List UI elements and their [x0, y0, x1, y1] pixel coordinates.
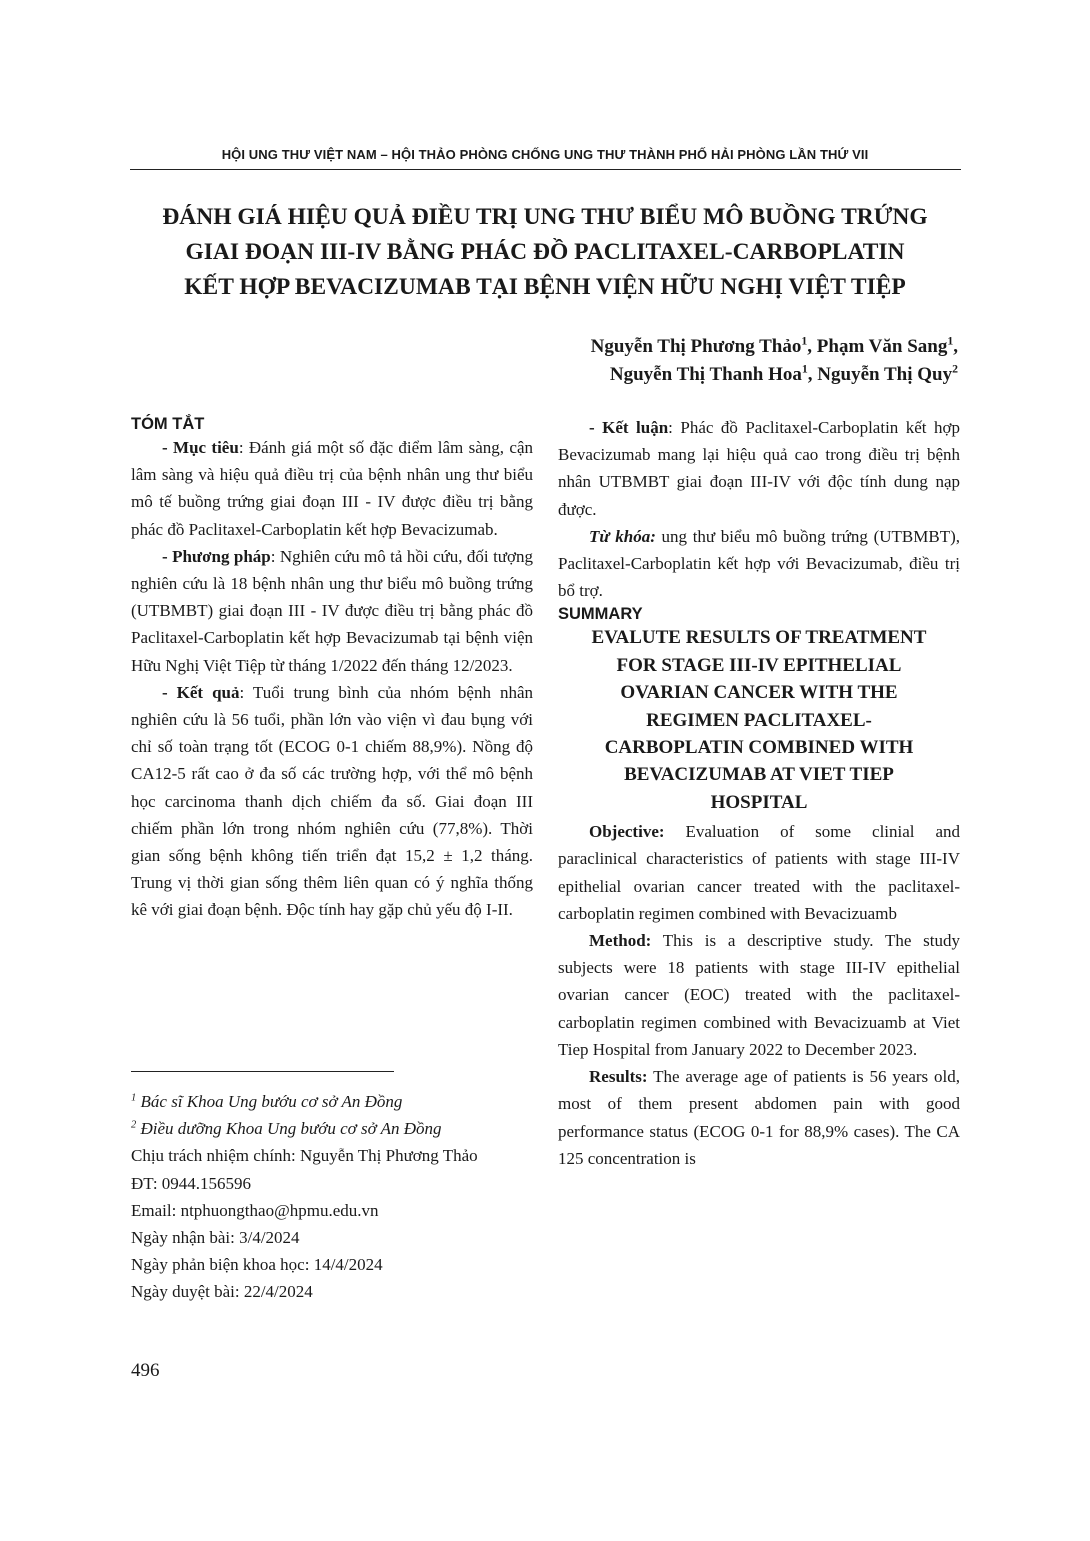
title-line: GIAI ĐOẠN III-IV BẰNG PHÁC ĐỒ PACLITAXEL-CARBOPLATIN: [185, 239, 905, 265]
en-objective-label: Objective:: [589, 822, 665, 842]
en-title-line: CARBOPLATIN COMBINED WITH: [604, 737, 914, 759]
vn-keywords-text: ung thư biểu mô buồng trứng (UTBMBT), Paclitaxel-Carboplatin kết hợp với Bevacizumab, điều trị bổ trợ.: [558, 526, 960, 601]
vn-method-text: : Nghiên cứu mô tả hồi cứu, đối tượng nghiên cứu là 18 bệnh nhân ung thư biểu mô buồng trứng (UTBMBT) giai đoạn III - IV được điều trị bằng phác đồ Paclitaxel-Carboplatin kết hợp Bevacizumab tại bệnh viện Hữu Nghị Việt Tiệp từ tháng 1/2022 đến tháng 12/2023.: [131, 546, 533, 675]
vn-results-paragraph: [131, 679, 533, 924]
vn-method-label: - Phương pháp: [162, 546, 271, 566]
author-affiliation-mark: 1: [801, 362, 808, 376]
vn-conclusion-label: - Kết luận: [589, 418, 669, 437]
en-title-line: BEVACIZUMAB AT VIET TIEP: [624, 764, 894, 786]
en-results-label: Results:: [589, 1067, 648, 1087]
vn-objective-text: : Đánh giá một số đặc điểm lâm sàng, cận lâm sàng và hiệu quả điều trị của bệnh nhân ung thư biểu mô tế buồng trứng giai đoạn III - IV được điều trị bằng phác đồ Paclitaxel-Carboplatin kết hợp Bevacizumab.: [131, 438, 533, 539]
header-divider: [130, 169, 961, 170]
article-title: [120, 200, 970, 305]
vn-results-text: : Tuổi trung bình của nhóm bệnh nhân nghiên cứu là 56 tuổi, phần lớn vào viện vì đau bụng với chỉ số toàn trạng tốt (ECOG 0-1 chiếm 88,9%). Nồng độ CA12-5 rất cao ở đa số các trường hợp, với thể mô bệnh học carcinoma thanh dịch chiếm đa số. Giai đoạn III chiếm phần lớn trong nhóm nghiên cứu (77,8%). Thời gian sống bệnh không tiến triển đạt 15,2 ± 1,2 tháng. Trung vị thời gian sống thêm liên quan có ý nghĩa thống kê với giai đoạn bệnh. Độc tính hay gặp chủ yếu độ I-II.: [131, 682, 533, 920]
vn-abstract-heading: TÓM TẮT: [131, 415, 205, 433]
corresponding-author: Chịu trách nhiệm chính: Nguyễn Thị Phương Thảo: [131, 1146, 478, 1166]
phone-number: ĐT: 0944.156596: [131, 1173, 252, 1193]
author-list: [591, 333, 958, 389]
en-results-paragraph: [558, 1063, 960, 1172]
author-affiliation-mark: 1: [947, 334, 954, 348]
vn-keywords-paragraph: [558, 523, 960, 605]
author-affiliation-mark: 2: [952, 362, 958, 376]
en-objective-text: Evaluation of some clinial and paraclinical characteristics of patients with stage III-IV epithelial ovarian cancer treated with the paclitaxel-carboplatin regimen combined with Bevacizuamb: [558, 822, 960, 923]
en-title-line: OVARIAN CANCER WITH THE: [620, 682, 898, 704]
footnote-text: Điều dưỡng Khoa Ung bướu cơ sở An Đồng: [136, 1119, 442, 1139]
email-address: Email: ntphuongthao@hpmu.edu.vn: [131, 1200, 379, 1220]
en-results-text: The average age of patients is 56 years old, most of them present abdomen pain with good performance status (ECOG 0-1 for 88,9% cases). The CA 125 concentration is: [558, 1067, 960, 1168]
en-title-line: REGIMEN PACLITAXEL-: [646, 709, 872, 731]
en-method-paragraph: [558, 927, 960, 1063]
date-reviewed: Ngày phản biện khoa học: 14/4/2024: [131, 1255, 383, 1275]
en-title-line: FOR STAGE III-IV EPITHELIAL: [616, 654, 902, 676]
footnote-mark: 1: [131, 1092, 137, 1104]
author-name: Nguyễn Thị Quy: [817, 364, 953, 385]
vn-conclusion-paragraph: [558, 414, 960, 523]
en-method-label: Method:: [589, 931, 652, 951]
date-received: Ngày nhận bài: 3/4/2024: [131, 1228, 300, 1248]
vn-conclusion-text: : Phác đồ Paclitaxel-Carboplatin kết hợp Bevacizumab mang lại hiệu quả cao trong điều trị bệnh nhân UTBMBT giai đoạn III-IV với độc tính dung nạp được.: [558, 418, 960, 519]
date-accepted: Ngày duyệt bài: 22/4/2024: [131, 1282, 313, 1302]
running-header: HỘI UNG THƯ VIỆT NAM – HỘI THẢO PHÒNG CHỐNG UNG THƯ THÀNH PHỐ HẢI PHÒNG LẦN THỨ VII: [221, 147, 869, 162]
en-title-line: HOSPITAL: [710, 791, 808, 813]
vn-keywords-label: Từ khóa:: [589, 526, 656, 546]
vn-method-paragraph: [131, 543, 533, 679]
author-line: [591, 333, 958, 361]
author-line: [591, 361, 958, 389]
en-title-line: EVALUTE RESULTS OF TREATMENT: [591, 627, 927, 649]
title-line: ĐÁNH GIÁ HIỆU QUẢ ĐIỀU TRỊ UNG THƯ BIỂU MÔ BUỒNG TRỨNG: [162, 204, 928, 230]
left-column: [131, 414, 533, 924]
author-separator: ,: [953, 336, 958, 357]
en-article-title: [558, 624, 960, 816]
author-separator: ,: [807, 336, 817, 357]
footnote-mark: 2: [131, 1119, 137, 1131]
vn-objective-paragraph: [131, 434, 533, 543]
footnote-affiliation-1: [131, 1088, 533, 1115]
en-objective-paragraph: [558, 818, 960, 927]
page-number: 496: [131, 1360, 160, 1381]
author-name: Nguyễn Thị Thanh Hoa: [609, 364, 802, 385]
vn-results-label: - Kết quả: [162, 682, 240, 702]
author-name: Nguyễn Thị Phương Thảo: [590, 336, 802, 357]
author-affiliation-mark: 1: [801, 334, 808, 348]
en-method-text: This is a descriptive study. The study subjects were 18 patients with stage III-IV epithelial ovarian cancer (EOC) treated with the paclitaxel-carboplatin regimen combined with Bevacizuamb at Viet Tiep Hospital from January 2022 to December 2023.: [558, 931, 960, 1059]
footnote-text: Bác sĩ Khoa Ung bướu cơ sở An Đồng: [136, 1092, 403, 1111]
vn-objective-label: - Mục tiêu: [162, 438, 239, 457]
title-line: KẾT HỢP BEVACIZUMAB TẠI BỆNH VIỆN HỮU NGHỊ VIỆT TIỆP: [184, 274, 906, 300]
author-separator: ,: [807, 364, 818, 385]
en-abstract-heading: SUMMARY: [558, 605, 643, 624]
author-name: Phạm Văn Sang: [816, 336, 948, 357]
footnotes: [131, 1088, 533, 1306]
footnote-divider: [131, 1071, 394, 1072]
right-column: [558, 414, 960, 1172]
footnote-affiliation-2: [131, 1115, 533, 1142]
